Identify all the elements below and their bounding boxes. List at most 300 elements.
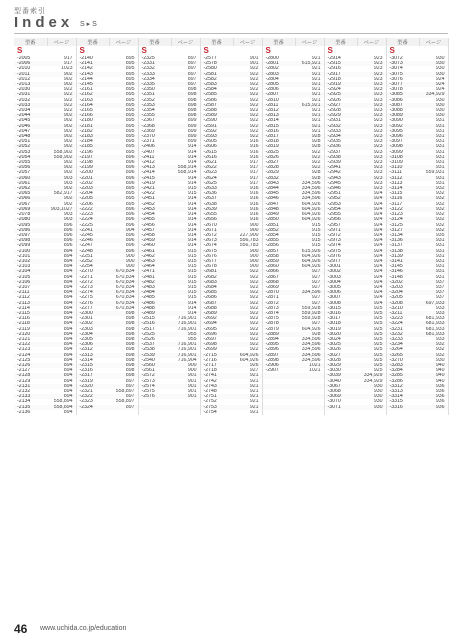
model-code: -3005 [327, 284, 341, 290]
model-code: -2248 [76, 249, 109, 254]
model-code: -2937 [327, 149, 341, 155]
page-ref: 922 [47, 92, 76, 97]
page-ref: 894 [47, 379, 76, 384]
model-code: -2313 [76, 353, 109, 358]
model-code: -2811 [262, 103, 295, 108]
model-code: -3074 [389, 66, 403, 72]
model-code: -2957 [327, 222, 341, 228]
model-code: -2942 [327, 170, 341, 176]
page-ref: 615,926 [295, 249, 324, 254]
model-code: -3016 [324, 311, 357, 316]
page-ref: 897 [171, 82, 200, 87]
page-ref: 923 [357, 72, 386, 77]
model-code: -2312 [79, 347, 93, 353]
model-code: -3231 [389, 326, 403, 332]
page-ref: 931 [419, 238, 448, 243]
page-ref: 915 [295, 228, 324, 233]
page-ref: 916 [233, 196, 262, 201]
letter-label [233, 46, 262, 56]
page-ref: 922 [233, 124, 262, 129]
model-code: -2677 [200, 259, 233, 264]
model-code: -3138 [386, 249, 419, 254]
model-code: -2113 [14, 301, 47, 306]
model-code: -2674 [203, 243, 217, 249]
page-ref: 923 [357, 87, 386, 92]
letter-label [295, 46, 324, 56]
model-code: -2277 [79, 305, 93, 311]
model-code: -2715 [200, 353, 233, 358]
model-code: -2367 [141, 118, 155, 124]
page-ref: 931 [419, 134, 448, 139]
page-ref: 334,596 [295, 186, 324, 191]
model-code: -2751 [200, 394, 233, 399]
model-code: -3027 [324, 353, 357, 358]
page-ref: 930 [357, 405, 386, 410]
model-code: -2867 [265, 274, 279, 280]
page-ref: 716,901 [171, 347, 200, 352]
model-code: -2560 [138, 363, 171, 368]
page-ref: 904 [109, 228, 138, 233]
model-code: -2046 [14, 124, 47, 129]
page-ref: 925 [357, 342, 386, 347]
page-ref: 922 [233, 321, 262, 326]
page-ref: 900 [233, 228, 262, 233]
page-ref: 937 [419, 280, 448, 285]
page-ref: 604,926 [295, 254, 324, 259]
page-ref: 924 [357, 280, 386, 285]
column-header-row [14, 38, 448, 46]
model-code: -2053 [17, 149, 31, 155]
model-code: -3265 [386, 353, 419, 358]
model-code: -2689 [200, 311, 233, 316]
model-code: -2592 [203, 128, 217, 134]
model-code: -2136 [17, 409, 31, 415]
page-ref: 895 [109, 144, 138, 149]
letter-label: S [17, 46, 23, 55]
page-ref: 894 [47, 353, 76, 358]
model-code: -3111 [389, 170, 402, 176]
model-code: -2414 [141, 170, 155, 176]
page-ref: 604,926 [295, 207, 324, 212]
column-header: ページ [295, 38, 324, 46]
model-code: -2697 [203, 336, 217, 342]
page-ref: 558,897 [109, 399, 138, 404]
page-ref: 921 [295, 124, 324, 129]
page-ref: 895 [109, 66, 138, 71]
model-code: -2919 [324, 82, 357, 87]
model-code: -3067 [324, 384, 357, 389]
model-code: -3020 [324, 332, 357, 337]
model-code: -2104 [14, 269, 47, 274]
model-code: -3070 [327, 399, 341, 405]
page-ref: 895 [109, 72, 138, 77]
page-ref: 894 [47, 290, 76, 295]
model-code: -2525 [138, 332, 171, 337]
model-code: -2625 [203, 180, 217, 186]
model-code: -3015 [327, 305, 341, 311]
page-ref: 916 [233, 191, 262, 196]
model-code: -2305 [79, 336, 93, 342]
page-ref: 924 [357, 217, 386, 222]
page-ref: 916 [233, 186, 262, 191]
page-ref: 604,926 [295, 259, 324, 264]
model-code: -2915 [324, 61, 357, 66]
page-ref: 932 [419, 191, 448, 196]
page-ref: 334,596 [295, 358, 324, 363]
page-ref: 915 [171, 295, 200, 300]
model-code: -2897 [262, 353, 295, 358]
model-code: -2804 [265, 76, 279, 82]
model-code: -2368 [138, 124, 171, 129]
page-ref: 894 [47, 363, 76, 368]
column-header: ページ [109, 38, 138, 46]
page-ref: 896 [109, 212, 138, 217]
page-ref: 917 [47, 56, 76, 61]
model-code: -2895 [262, 342, 295, 347]
page-ref: 897 [109, 384, 138, 389]
model-code: -2889 [262, 332, 295, 337]
page-ref: 334,596 [295, 290, 324, 295]
page-ref: 921 [295, 113, 324, 118]
page-ref: 915 [171, 259, 200, 264]
page-ref: 931 [419, 275, 448, 280]
page-ref: 896 [109, 207, 138, 212]
page-ref: 902 [47, 82, 76, 87]
model-code: -3148 [389, 274, 403, 280]
page-ref: 915 [171, 269, 200, 274]
model-code: -2977 [324, 259, 357, 264]
page-ref: 896 [47, 223, 76, 228]
page-ref: 895 [109, 186, 138, 191]
model-code: -2044 [14, 113, 47, 118]
model-code: -2699 [203, 347, 217, 353]
model-code: -2096 [14, 228, 47, 233]
model-code: -2422 [141, 191, 155, 197]
model-code: -2332 [141, 66, 155, 72]
model-code: -3314 [386, 394, 419, 399]
model-code: -2320 [76, 384, 109, 389]
page-ref: 559,928 [295, 306, 324, 311]
page-ref: 334,929 [357, 373, 386, 378]
page-ref: 927 [295, 285, 324, 290]
model-code: -2580 [203, 66, 217, 72]
page-ref: 921 [295, 72, 324, 77]
page-ref: 894 [47, 384, 76, 389]
page-ref: 923 [357, 129, 386, 134]
model-code: -3232 [386, 332, 419, 337]
page-ref: 895 [109, 124, 138, 129]
model-code: -2412 [141, 160, 155, 166]
page-ref: 227,900 [233, 233, 262, 238]
model-code: -2951 [327, 191, 341, 197]
page-ref: 681,933 [419, 321, 448, 326]
model-code: -2051 [17, 139, 31, 145]
model-code: -2754 [203, 409, 217, 415]
model-code: -2866 [262, 269, 295, 274]
model-code: -3090 [389, 118, 403, 124]
model-code: -3223 [389, 316, 403, 322]
page-ref: 922 [295, 155, 324, 160]
page-ref: 928 [295, 134, 324, 139]
page-ref: 921 [295, 129, 324, 134]
model-code: -2453 [138, 207, 171, 212]
model-code: -2871 [265, 295, 279, 301]
page-ref: 923 [357, 155, 386, 160]
model-code: -3017 [327, 316, 341, 322]
page-ref: 922 [233, 103, 262, 108]
page-ref: 896 [109, 181, 138, 186]
page-ref: 922 [233, 129, 262, 134]
column-header: 型番 [138, 38, 171, 46]
model-code: -2166 [76, 113, 109, 118]
model-code: -2852 [262, 228, 295, 233]
page-ref: 931 [419, 144, 448, 149]
page-ref: 932 [419, 217, 448, 222]
model-code: -3205 [389, 295, 403, 301]
page-ref: 902 [47, 77, 76, 82]
model-code: -2316 [79, 368, 93, 374]
letter-label: S [389, 46, 395, 55]
page-ref: 900 [233, 259, 262, 264]
model-code: -2917 [324, 72, 357, 77]
page-ref: 334,596 [295, 181, 324, 186]
model-code: -2589 [200, 113, 233, 118]
model-code: -2164 [76, 103, 109, 108]
model-code: -2062 [14, 186, 47, 191]
model-code: -2223 [79, 212, 93, 218]
model-code: -2135 [14, 405, 47, 410]
page-ref: 935 [419, 233, 448, 238]
model-code: -3003 [327, 274, 341, 280]
model-code: -2325 [141, 56, 155, 61]
model-code: -2622 [200, 165, 233, 170]
letter-label [357, 46, 386, 56]
model-code: -3136 [386, 238, 419, 243]
page-ref: 894 [47, 368, 76, 373]
model-code: -2929 [324, 113, 357, 118]
page-ref: 924 [357, 275, 386, 280]
model-code: -2953 [327, 201, 341, 207]
model-code: -2415 [138, 176, 171, 181]
model-code: -2955 [327, 212, 341, 218]
page-ref: 716,901 [171, 342, 200, 347]
model-code: -2847 [265, 201, 279, 207]
page-ref: 916 [233, 207, 262, 212]
page-ref: 897 [171, 61, 200, 66]
model-code: -2810 [265, 97, 279, 103]
model-code: -3286 [389, 378, 403, 384]
model-code: -2114 [17, 305, 30, 311]
page-ref: 898 [109, 368, 138, 373]
model-code: -2855 [262, 238, 295, 243]
page-ref: 334,596 [295, 337, 324, 342]
model-code: -2100 [14, 249, 47, 254]
page-ref: 924 [357, 269, 386, 274]
model-code: -2623 [203, 170, 217, 176]
model-code: -2681 [200, 269, 233, 274]
model-code: -2456 [141, 222, 155, 228]
page-ref: 915 [171, 249, 200, 254]
model-code: -2471 [138, 269, 171, 274]
page-ref: 930 [357, 399, 386, 404]
page-ref: 914 [171, 228, 200, 233]
model-code: -2870 [262, 290, 295, 295]
model-code: -2451 [138, 196, 171, 201]
model-code: -2161 [79, 87, 93, 93]
page-ref: 930 [419, 103, 448, 108]
model-code: -2118 [14, 321, 47, 326]
page-ref: 895 [109, 98, 138, 103]
model-code: -3122 [386, 207, 419, 212]
model-code: -2581 [200, 72, 233, 77]
model-code: -3092 [386, 124, 419, 129]
model-code: -2463 [138, 259, 171, 264]
model-code: -2099 [17, 243, 31, 249]
page-ref: 559,931 [419, 170, 448, 175]
model-code: -2106 [14, 280, 47, 285]
page-ref: 921 [295, 118, 324, 123]
model-code: -2455 [138, 217, 171, 222]
page-ref: 914 [171, 155, 200, 160]
page-ref: 915 [171, 275, 200, 280]
page-ref: 894 [47, 373, 76, 378]
column-header: 型番 [200, 38, 233, 46]
page-ref: 936 [419, 405, 448, 410]
model-code: -2115 [14, 311, 47, 316]
model-code: -2832 [262, 176, 295, 181]
page-ref: 901 [171, 384, 200, 389]
page-ref: 930 [419, 56, 448, 61]
page-ref: 924 [357, 207, 386, 212]
model-code: -2670 [203, 222, 217, 228]
page-ref: 931 [419, 165, 448, 170]
model-code: -3089 [386, 113, 419, 118]
page-ref: 921 [233, 384, 262, 389]
model-code: -2606 [200, 144, 233, 149]
model-code: -2692 [203, 316, 217, 322]
model-code: -2275 [79, 295, 93, 301]
model-code: -2069 [14, 207, 47, 212]
page-ref: 903 [47, 181, 76, 186]
model-code: -2335 [138, 82, 171, 87]
model-code: -2686 [203, 295, 217, 301]
page-ref: 922 [233, 113, 262, 118]
model-code: -2827 [265, 160, 279, 166]
page-ref: 670,834 [109, 290, 138, 295]
page-ref: 931 [419, 160, 448, 165]
page-ref: 917 [233, 181, 262, 186]
letter-label: S [79, 46, 85, 55]
page-ref: 931 [419, 249, 448, 254]
model-code: -2752 [203, 399, 217, 405]
page-ref: 922 [233, 72, 262, 77]
model-code: -2516 [138, 321, 171, 326]
page-ref: 922 [233, 290, 262, 295]
model-code: -2134 [17, 399, 31, 405]
model-code: -2144 [79, 76, 93, 82]
model-code: -2315 [76, 363, 109, 368]
model-code: -2254 [79, 264, 93, 270]
page-ref: 931 [419, 254, 448, 259]
column-header: 型番 [386, 38, 419, 46]
letter-label [171, 46, 200, 56]
page-ref: 894 [47, 316, 76, 321]
model-code: -2683 [200, 280, 233, 285]
page-ref: 898 [109, 311, 138, 316]
model-code: -2972 [327, 232, 341, 238]
model-code: -2954 [324, 207, 357, 212]
page-ref: 932 [419, 223, 448, 228]
page-ref: 931 [419, 181, 448, 186]
page-ref: 921 [295, 92, 324, 97]
model-code: -2637 [200, 196, 233, 201]
page-ref: 894 [47, 285, 76, 290]
page-ref: 670,834 [109, 280, 138, 285]
page-ref: 931 [419, 243, 448, 248]
model-code: -2802 [265, 66, 279, 72]
page-ref: 917 [233, 160, 262, 165]
page-ref: 923 [357, 176, 386, 181]
page-ref: 921 [233, 373, 262, 378]
page-ref: 927 [295, 275, 324, 280]
page-ref: 894 [47, 389, 76, 394]
page-ref: 937 [419, 290, 448, 295]
column-header: 型番 [76, 38, 109, 46]
page-ref: 931 [419, 124, 448, 129]
page-ref: 558,894 [47, 399, 76, 404]
page-ref: 556,783 [233, 243, 262, 248]
page-ref: 928 [295, 176, 324, 181]
page-ref: 955 [171, 332, 200, 337]
page-ref: 923 [357, 61, 386, 66]
page-ref: 914 [171, 144, 200, 149]
model-code: -3123 [389, 212, 403, 218]
page-ref: 900 [109, 259, 138, 264]
page-ref: 334,929 [419, 92, 448, 97]
page-ref: 930 [357, 394, 386, 399]
page-ref: 902 [47, 118, 76, 123]
model-code: -3315 [389, 399, 403, 405]
column-header: ページ [233, 38, 262, 46]
model-code: -2588 [203, 108, 217, 114]
model-code: -2678 [203, 264, 217, 270]
model-code: -2333 [138, 72, 171, 77]
page-ref: 932 [419, 202, 448, 207]
model-code: -3039 [324, 373, 357, 378]
page-ref: 896 [109, 217, 138, 222]
model-code: -2101 [17, 253, 31, 259]
model-code: -2251 [79, 253, 93, 259]
page-ref: 896 [109, 238, 138, 243]
page-ref: 902 [47, 186, 76, 191]
page-ref: 558,902 [47, 150, 76, 155]
model-code: -2462 [141, 253, 155, 259]
page-ref: 921 [295, 56, 324, 61]
page-ref: 928 [295, 332, 324, 337]
page-ref: 931 [419, 259, 448, 264]
model-code: -2829 [265, 170, 279, 176]
model-code: -2826 [262, 155, 295, 160]
model-code: -2047 [17, 128, 31, 134]
page-ref: 897 [171, 72, 200, 77]
model-code: -2205 [76, 196, 109, 201]
model-code: -2741 [200, 373, 233, 378]
model-code: -2816 [265, 128, 279, 134]
page-ref: 900 [233, 254, 262, 259]
model-code: -2928 [327, 108, 341, 114]
model-code: -2054 [14, 155, 47, 160]
model-code: -2875 [265, 316, 279, 322]
